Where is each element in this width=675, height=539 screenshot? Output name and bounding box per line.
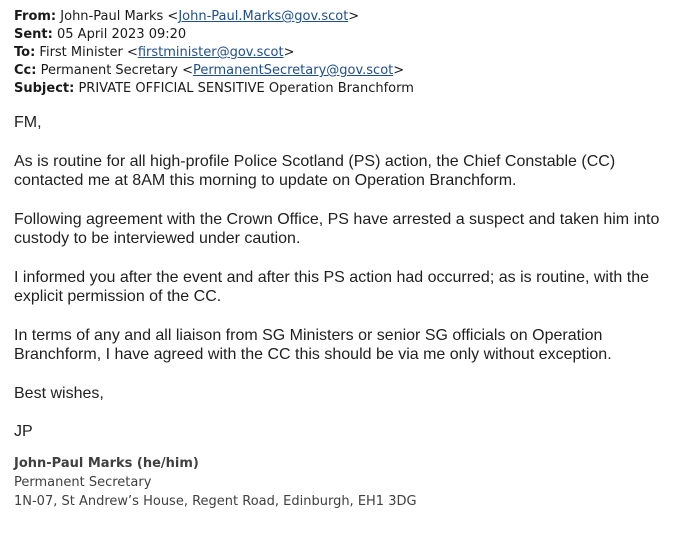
email-body <box>14 113 664 442</box>
body-paragraph-3: I informed you after the event and after this PS action had occurred; as is routine, with the explicit permission of the CC. <box>14 268 650 305</box>
signature-title: Permanent Secretary <box>14 474 152 490</box>
sent-row <box>14 26 664 44</box>
cc-label: Cc: <box>14 63 37 78</box>
sent-label: Sent: <box>14 27 53 42</box>
sender-initials: JP <box>14 423 33 440</box>
cc-email-link[interactable]: PermanentSecretary@gov.scot <box>193 63 394 78</box>
signature-name: John-Paul Marks (he/him) <box>14 455 199 471</box>
cc-name: Permanent Secretary <box>40 63 178 78</box>
email-message <box>14 8 664 511</box>
subject-row <box>14 80 664 98</box>
greeting: FM, <box>14 114 42 131</box>
body-paragraph-2: Following agreement with the Crown Office, PS have arrested a suspect and taken him into custody to be interviewed under caution. <box>14 210 660 247</box>
to-name: First Minister <box>39 45 123 60</box>
signature-address: 1N-07, St Andrew’s House, Regent Road, Edinburgh, EH1 3DG <box>14 493 417 509</box>
email-signature <box>14 454 664 511</box>
subject-label: Subject: <box>14 81 75 96</box>
to-label: To: <box>14 45 36 60</box>
body-paragraph-1: As is routine for all high-profile Police Scotland (PS) action, the Chief Constable (CC) contacted me at 8AM this morning to update on Operation Branchform. <box>14 152 616 189</box>
sent-value: 05 April 2023 09:20 <box>57 27 187 42</box>
from-row: From: John-Paul Marks <John-Paul.Marks@gov.scot> <box>14 9 360 24</box>
body-paragraph-4: In terms of any and all liaison from SG Ministers or senior SG officials on Operation Branchform, I have agreed with the CC this should be via me only without exception. <box>14 326 612 363</box>
cc-row: Cc: Permanent Secretary <PermanentSecretary@gov.scot> <box>14 63 405 78</box>
closing: Best wishes, <box>14 384 104 402</box>
to-email-link[interactable]: firstminister@gov.scot <box>137 45 284 60</box>
from-label: From: <box>14 9 57 24</box>
subject-value: PRIVATE OFFICIAL SENSITIVE Operation Branchform <box>78 81 414 96</box>
from-email-link[interactable]: John-Paul.Marks@gov.scot <box>178 9 349 24</box>
email-headers <box>14 8 664 98</box>
to-row: To: First Minister <firstminister@gov.scot> <box>14 45 295 60</box>
from-name: John-Paul Marks <box>60 9 164 24</box>
